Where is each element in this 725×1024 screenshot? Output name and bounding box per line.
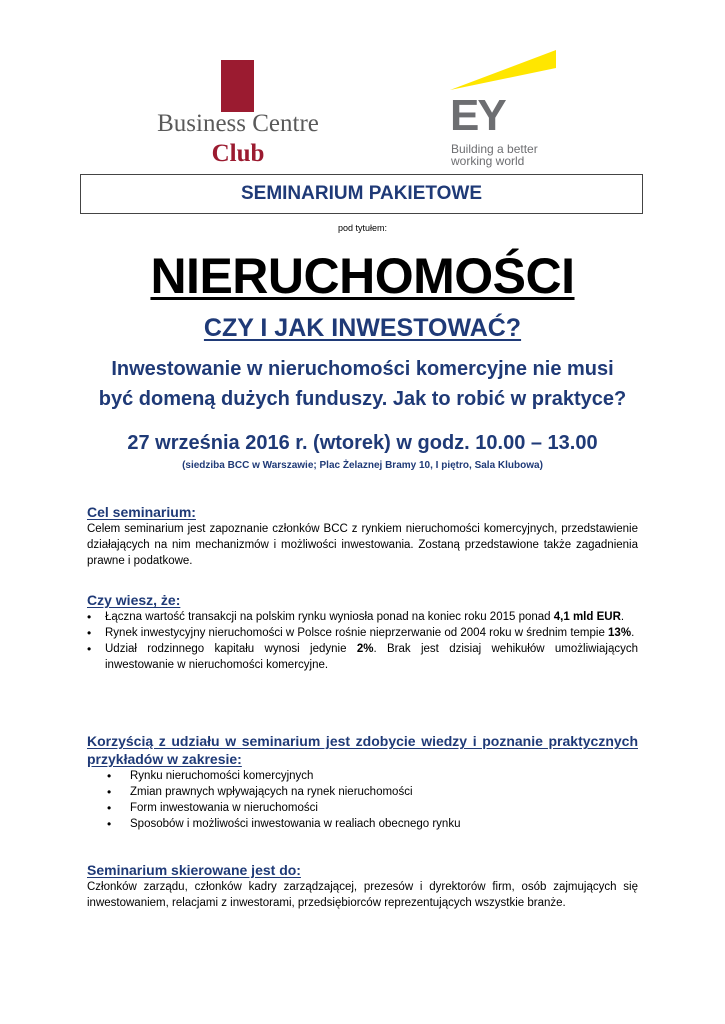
bcc-logo-name: Business Centre xyxy=(157,110,319,137)
facts-list xyxy=(87,609,638,673)
page-subtitle: CZY I JAK INWESTOWAĆ? xyxy=(203,314,522,342)
event-date: 27 września 2016 r. (wtorek) w godz. 10.00 – 13.00 xyxy=(127,432,598,454)
seminar-type-box xyxy=(80,174,643,214)
facts-section xyxy=(87,591,638,673)
seminar-type-title: SEMINARIUM PAKIETOWE xyxy=(240,183,483,204)
ey-tagline-line-2: working world xyxy=(451,154,525,168)
list-item: • Zmian prawnych wpływających na rynek nieruchomości xyxy=(87,784,638,800)
pre-title: pod tytułem: xyxy=(337,223,388,233)
list-item: • Rynek inwestycyjny nieruchomości w Polsce rośnie nieprzerwanie od 2004 roku w średnim tempie 13%. xyxy=(87,625,638,641)
bcc-logo-club: Club xyxy=(211,140,265,167)
benefits-list xyxy=(87,768,638,832)
goal-section xyxy=(87,503,638,569)
list-item: • Łączna wartość transakcji na polskim rynku wyniosła ponad na koniec roku 2015 ponad 4,1 mld EUR. xyxy=(87,609,638,625)
audience-section xyxy=(87,861,638,911)
ey-tagline-line-1: Building a better xyxy=(451,142,538,156)
ey-beam-icon xyxy=(450,50,556,92)
audience-heading: Seminarium skierowane jest do: xyxy=(87,862,301,878)
goal-text: Celem seminarium jest zapoznanie członków BCC z rynkiem nieruchomości komercyjnych, przedstawienie działających na nim mechanizmów i możliwości inwestowania. Zostaną przedstawione także zagadnienia prawne i podatkowe. xyxy=(87,523,638,567)
list-item: • Udział rodzinnego kapitału wynosi jedynie 2%. Brak jest dzisiaj wehikułów umożliwiających inwestowanie w nieruchomości komercyjne. xyxy=(87,641,638,673)
event-venue: (siedziba BCC w Warszawie; Plac Żelaznej Bramy 10, I piętro, Sala Klubowa) xyxy=(182,460,543,471)
lead-line-1: Inwestowanie w nieruchomości komercyjne nie musi xyxy=(111,358,614,380)
lead-line-2: być domeną dużych funduszy. Jak to robić w praktyce? xyxy=(98,388,627,410)
benefits-heading: Korzyścią z udziału w seminarium jest zdobycie wiedzy i poznanie praktycznych przykładów w zakresie: xyxy=(87,733,638,767)
audience-text: Członków zarządu, członków kadry zarządzającej, prezesów i dyrektorów firm, osób zajmujących się inwestowaniem, relacjami z inwestorami, przedsiębiorców reprezentujących wszystkie branże. xyxy=(87,881,638,909)
list-item: • Form inwestowania w nieruchomości xyxy=(87,800,638,816)
goal-heading: Cel seminarium: xyxy=(87,504,196,520)
list-item: • Rynku nieruchomości komercyjnych xyxy=(87,768,638,784)
list-item: • Sposobów i możliwości inwestowania w realiach obecnego rynku xyxy=(87,816,638,832)
ey-tagline xyxy=(451,143,538,167)
page-title: NIERUCHOMOŚCI xyxy=(150,248,575,304)
benefits-section xyxy=(87,732,638,832)
facts-heading: Czy wiesz, że: xyxy=(87,592,181,608)
ey-logo-mark: EY xyxy=(450,91,505,140)
bcc-logo-square xyxy=(221,60,254,112)
